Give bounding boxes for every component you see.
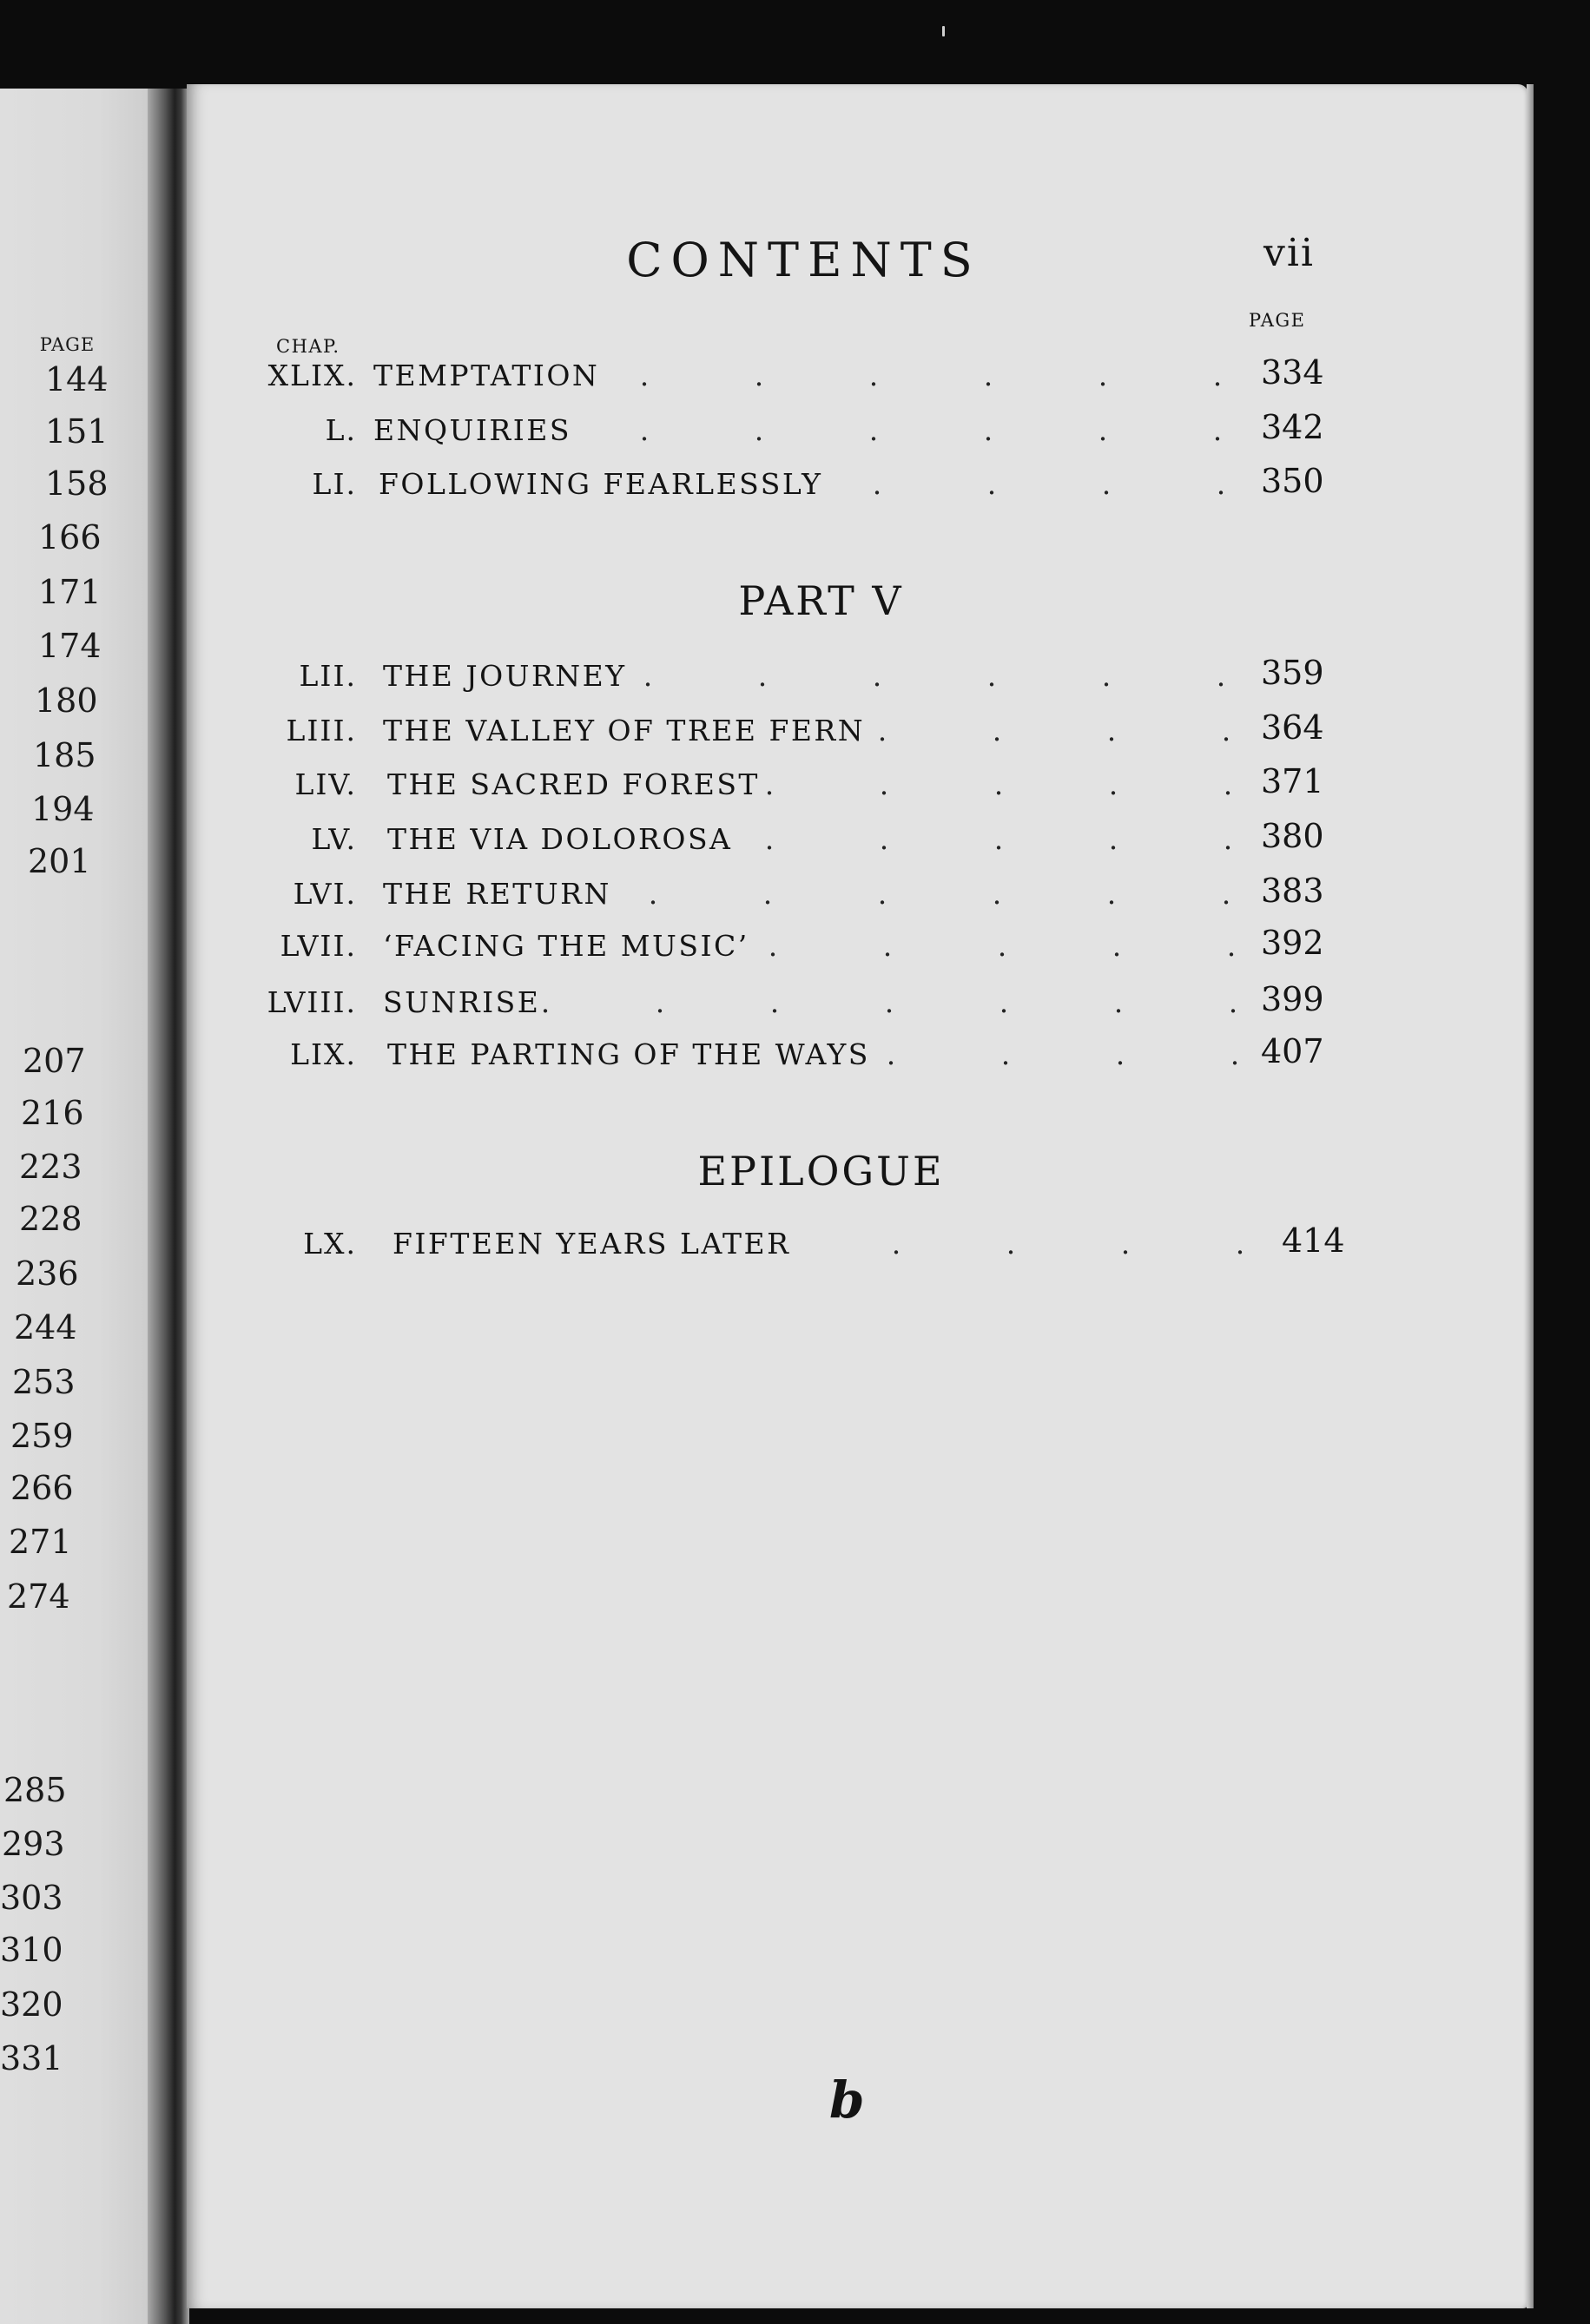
toc-entry <box>0 462 1590 509</box>
toc-entry <box>0 353 1590 400</box>
toc-entry <box>0 708 1590 755</box>
left-page-number: 166 <box>38 518 102 556</box>
left-page-number: 271 <box>9 1523 72 1561</box>
page-number: 350 <box>1261 462 1324 500</box>
chapter-numeral: LII. <box>299 659 357 693</box>
chapter-title: THE RETURN <box>383 877 611 911</box>
part-heading: PART V <box>738 577 904 624</box>
left-page-number: 266 <box>10 1469 74 1507</box>
left-page-number: 244 <box>14 1308 77 1346</box>
chapter-title: TEMPTATION <box>373 359 600 392</box>
chapter-column-header: CHAP. <box>276 336 340 357</box>
dot-leaders: . . . . . <box>764 767 1233 801</box>
dot-leaders: . . . . <box>877 714 1231 747</box>
chapter-numeral: LVIII. <box>267 985 357 1019</box>
chapter-numeral: LIII. <box>286 714 357 747</box>
toc-entry <box>0 654 1590 701</box>
left-page-number: 223 <box>19 1148 82 1186</box>
dot-leaders: . . . . <box>886 1037 1240 1071</box>
left-page-number: 285 <box>3 1771 67 1809</box>
dot-leaders: . . . . . . . <box>540 985 1238 1019</box>
page-number: 359 <box>1261 654 1324 692</box>
page-title: CONTENTS <box>626 233 981 287</box>
left-page-number: 171 <box>38 573 102 611</box>
chapter-numeral: LIV. <box>294 767 357 801</box>
page-number: 380 <box>1261 817 1324 855</box>
left-page-number: 151 <box>45 412 109 451</box>
chapter-title: THE SACRED FOREST <box>387 767 760 801</box>
chapter-numeral: LI. <box>312 467 357 501</box>
chapter-numeral: L. <box>325 413 357 447</box>
chapter-title: FIFTEEN YEARS LATER <box>393 1227 791 1261</box>
signature-mark: b <box>829 2071 865 2130</box>
chapter-title: THE PARTING OF THE WAYS <box>387 1037 870 1071</box>
left-page-number: 216 <box>21 1094 84 1132</box>
left-page-number: 293 <box>2 1825 65 1863</box>
dot-leaders: . . . . <box>891 1227 1245 1261</box>
chapter-numeral: LVI. <box>293 877 357 911</box>
dot-leaders: . . . . . <box>764 822 1233 856</box>
page-number: 392 <box>1261 924 1324 962</box>
chapter-title: THE VIA DOLOROSA <box>387 822 733 856</box>
left-page-number: 274 <box>7 1577 70 1616</box>
toc-entry <box>0 817 1590 864</box>
chapter-title: FOLLOWING FEARLESSLY <box>379 467 823 501</box>
chapter-numeral: LV. <box>311 822 357 856</box>
page-number: 414 <box>1282 1221 1345 1260</box>
dot-leaders: . . . . <box>872 467 1226 501</box>
page-number: 342 <box>1261 408 1324 446</box>
left-page-number: 180 <box>35 681 98 720</box>
toc-entry <box>0 924 1590 971</box>
left-page-number: 259 <box>10 1417 74 1455</box>
chapter-title: SUNRISE <box>383 985 541 1019</box>
scan-speck <box>942 26 945 36</box>
dot-leaders: . . . . . . <box>639 413 1223 447</box>
page-column-header: PAGE <box>1249 310 1306 331</box>
epilogue-heading: EPILOGUE <box>697 1148 945 1195</box>
left-page-number: 201 <box>28 842 91 880</box>
page-number: 364 <box>1261 708 1324 747</box>
left-page-number: 303 <box>0 1879 63 1917</box>
toc-entry <box>0 408 1590 455</box>
page-number: 371 <box>1261 762 1324 800</box>
left-page-number: 236 <box>16 1254 79 1293</box>
toc-entry <box>0 762 1590 809</box>
chapter-title: THE JOURNEY <box>383 659 627 693</box>
left-page-number: 174 <box>38 627 102 665</box>
left-page-number: 228 <box>19 1200 82 1238</box>
left-page-number: 331 <box>0 2039 63 2077</box>
toc-entry <box>0 1221 1590 1268</box>
chapter-title: ENQUIRIES <box>373 413 571 447</box>
page-number: 383 <box>1261 872 1324 910</box>
left-page-number: 158 <box>45 464 109 503</box>
chapter-title: THE VALLEY OF TREE FERN <box>383 714 866 747</box>
chapter-title: ‘FACING THE MUSIC’ <box>383 929 749 963</box>
left-page-number: 185 <box>33 736 96 774</box>
toc-entry <box>0 980 1590 1027</box>
chapter-numeral: XLIX. <box>267 359 357 392</box>
page-number: 407 <box>1261 1032 1324 1070</box>
page-number: 399 <box>1261 980 1324 1018</box>
page-number: 334 <box>1261 353 1324 392</box>
page-folio: vii <box>1263 231 1316 275</box>
left-page-number: 320 <box>0 1985 63 2024</box>
left-page-number: 194 <box>31 790 95 828</box>
dot-leaders: . . . . . . <box>643 659 1226 693</box>
chapter-numeral: LVII. <box>280 929 357 963</box>
dot-leaders: . . . . . . <box>639 359 1223 392</box>
left-page-number: 253 <box>12 1363 76 1401</box>
dot-leaders: . . . . . <box>768 929 1237 963</box>
left-page-number: 144 <box>45 360 109 398</box>
left-page-column-header: PAGE <box>39 334 96 355</box>
chapter-numeral: LIX. <box>290 1037 357 1071</box>
chapter-numeral: LX. <box>303 1227 357 1261</box>
toc-entry <box>0 872 1590 918</box>
left-page-number: 207 <box>23 1042 86 1080</box>
left-page-number: 310 <box>0 1931 63 1969</box>
toc-entry <box>0 1032 1590 1079</box>
dot-leaders: . . . . . . <box>648 877 1231 911</box>
